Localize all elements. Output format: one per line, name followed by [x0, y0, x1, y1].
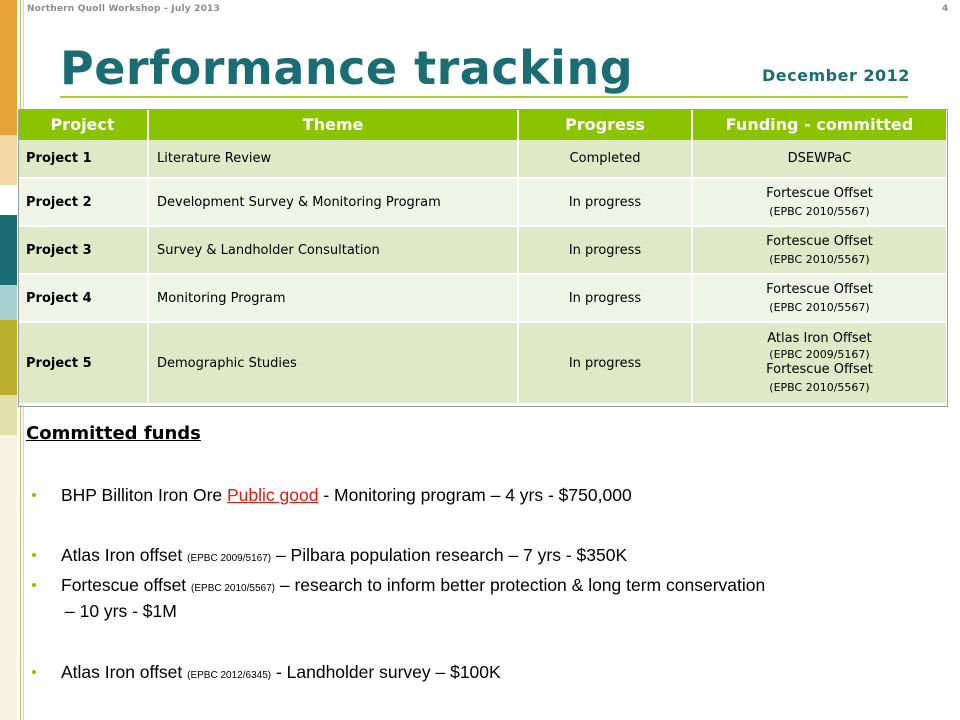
bullet-text-post: – research to inform better protection & long term conservation	[274, 575, 766, 595]
table-row	[18, 140, 947, 178]
committed-funds-heading: Committed funds	[26, 423, 201, 444]
table-row	[18, 178, 947, 226]
funding-main: Fortescue Offset	[766, 185, 873, 201]
funding-main: Atlas Iron Offset	[767, 331, 872, 346]
title-rule	[60, 96, 908, 98]
footer-workshop-label: Northern Quoll Workshop - July 2013	[27, 4, 220, 14]
bullet-text-pre: Fortescue offset	[61, 575, 192, 595]
progress-cell: In progress	[518, 274, 692, 322]
bullet-text-post: – Pilbara population research – 7 yrs - $350K	[271, 545, 628, 565]
funding-cell	[692, 178, 947, 226]
funding-sub-2: (EPBC 2010/5567)	[769, 381, 870, 394]
date-label: December 2012	[762, 66, 910, 85]
page-number: 4	[942, 4, 949, 14]
table-row	[18, 322, 947, 404]
bullet-dot-icon	[32, 670, 36, 674]
bullet-text-continuation: – 10 yrs - $1M	[65, 601, 177, 621]
theme-cell: Literature Review	[148, 140, 518, 178]
header-funding: Funding - committed	[692, 109, 947, 140]
theme-cell: Monitoring Program	[148, 274, 518, 322]
bullet-text-post: - Landholder survey – $100K	[271, 662, 501, 682]
bullet-dot-icon	[32, 493, 36, 497]
project-cell: Project 1	[18, 140, 148, 178]
project-cell: Project 5	[18, 322, 148, 404]
left-decorative-bar	[0, 0, 17, 720]
funding-main: Fortescue Offset	[766, 233, 873, 249]
progress-cell: In progress	[518, 178, 692, 226]
bullet-text-pre: Atlas Iron offset	[61, 545, 188, 565]
header-theme: Theme	[148, 109, 518, 140]
bullet-text-pre: BHP Billiton Iron Ore	[61, 485, 227, 505]
funding-sub: (EPBC 2010/5567)	[769, 204, 870, 218]
bullet-text	[61, 575, 765, 596]
funding-cell	[692, 140, 947, 178]
funding-sub: (EPBC 2010/5567)	[769, 300, 870, 314]
theme-cell: Survey & Landholder Consultation	[148, 226, 518, 274]
epbc-reference: (EPBC 2010/5567)	[191, 583, 275, 594]
progress-cell: Completed	[518, 140, 692, 178]
theme-cell: Demographic Studies	[148, 322, 518, 404]
table-row	[18, 226, 947, 274]
funding-main-2: Fortescue Offset	[766, 362, 873, 377]
funding-sub: (EPBC 2009/5167)	[769, 348, 870, 361]
funding-main: Fortescue Offset	[766, 281, 873, 297]
bullet-text	[61, 545, 627, 566]
table-row	[18, 274, 947, 322]
funding-cell	[692, 274, 947, 322]
header-project: Project	[18, 109, 148, 140]
funding-cell	[692, 322, 947, 404]
header-progress: Progress	[518, 109, 692, 140]
project-cell: Project 2	[18, 178, 148, 226]
table-header-row	[18, 109, 947, 140]
bullet-text	[61, 662, 501, 683]
project-cell: Project 4	[18, 274, 148, 322]
theme-cell: Development Survey & Monitoring Program	[148, 178, 518, 226]
bullet-text	[61, 485, 632, 506]
funding-main: DSEWPaC	[787, 150, 852, 166]
epbc-reference: (EPBC 2012/6345)	[187, 670, 272, 681]
public-good-highlight: Public good	[227, 485, 319, 505]
bullet-text-pre: Atlas Iron offset	[61, 662, 188, 682]
bullet-dot-icon	[32, 553, 36, 557]
progress-cell: In progress	[518, 226, 692, 274]
progress-cell: In progress	[518, 322, 692, 404]
funding-cell	[692, 226, 947, 274]
page-title: Performance tracking	[60, 41, 634, 95]
project-cell: Project 3	[18, 226, 148, 274]
epbc-reference: (EPBC 2009/5167)	[187, 553, 272, 564]
projects-table	[18, 109, 948, 405]
funding-sub: (EPBC 2010/5567)	[769, 252, 870, 266]
bullet-dot-icon	[32, 583, 36, 587]
bullet-text-post: - Monitoring program – 4 yrs - $750,000	[318, 485, 632, 505]
